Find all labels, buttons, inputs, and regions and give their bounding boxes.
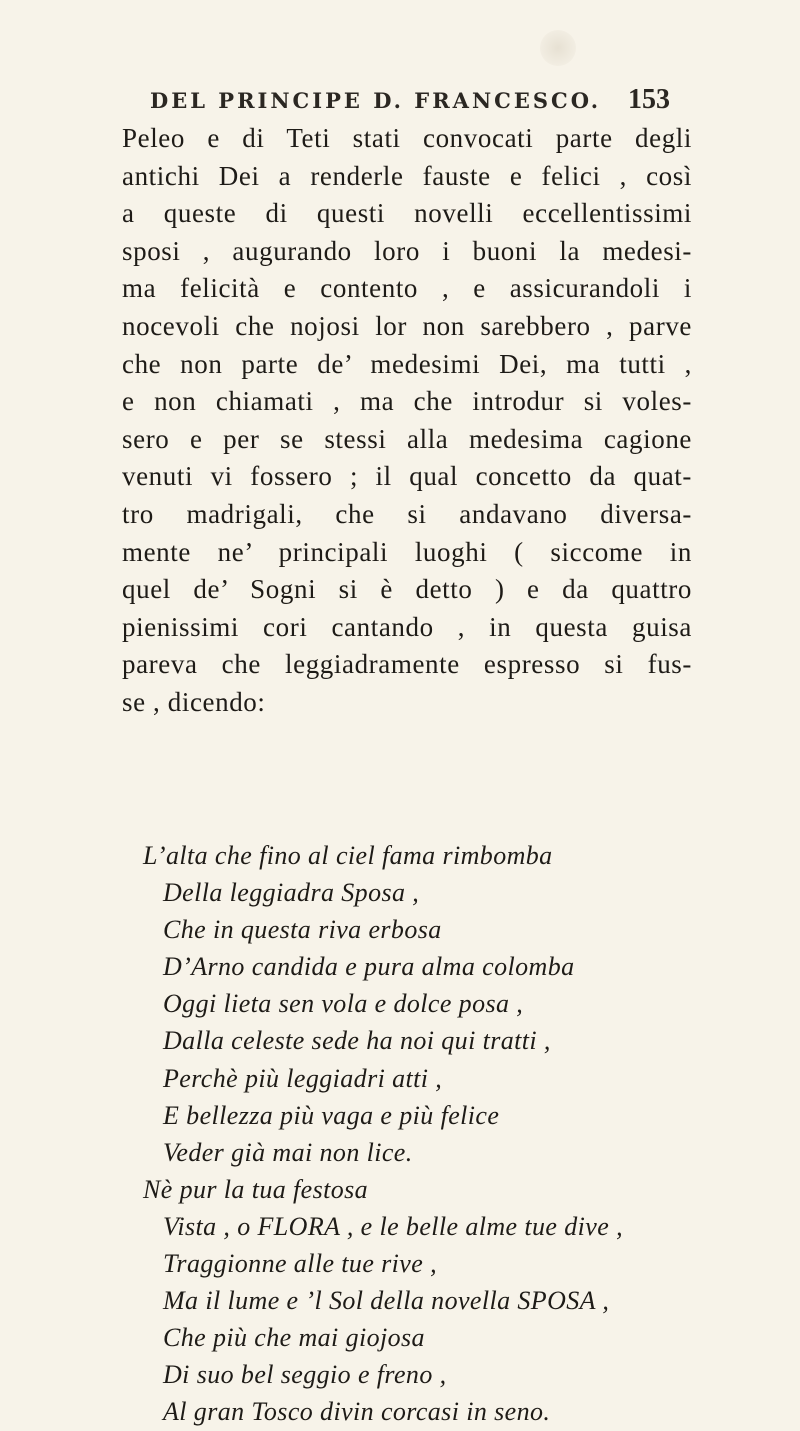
- prose-line: sposi , augurando loro i buoni la medesi-: [122, 235, 692, 266]
- verse-line: Vista , o FLORA , e le belle alme tue dive ,: [163, 1211, 623, 1241]
- verse-line: Che più che mai giojosa: [163, 1323, 425, 1353]
- verse-line: D’Arno candida e pura alma colomba: [163, 952, 575, 982]
- verse-line: L’alta che fino al ciel fama rimbomba: [143, 841, 553, 870]
- prose-line: venuti vi fossero ; il qual concetto da quat-: [122, 461, 692, 492]
- verse-line: Perchè più leggiadri atti ,: [163, 1063, 443, 1093]
- paper-stain: [540, 30, 576, 66]
- prose-line: Peleo e di Teti stati convocati parte degli: [122, 123, 692, 153]
- verse-line: Ma il lume e ’l Sol della novella SPOSA ,: [163, 1286, 610, 1316]
- prose-line: ma felicità e contento , e assicurandoli i: [122, 273, 692, 304]
- verse-line: Oggi lieta sen vola e dolce posa ,: [163, 989, 524, 1019]
- verse-line: E bellezza più vaga e più felice: [163, 1100, 500, 1130]
- verse-line: Nè pur la tua festosa: [143, 1174, 369, 1204]
- prose-line: se , dicendo:: [122, 686, 266, 717]
- prose-line: e non chiamati , ma che introdur si voles-: [122, 386, 692, 417]
- verse-line: Veder già mai non lice.: [163, 1137, 413, 1167]
- prose-line: nocevoli che nojosi lor non sarebbero , parve: [122, 310, 692, 341]
- prose-line: che non parte de’ medesimi Dei, ma tutti ,: [122, 348, 692, 379]
- running-title: DEL PRINCIPE D. FRANCESCO.: [150, 88, 602, 113]
- prose-line: antichi Dei a renderle fauste e felici , così: [122, 160, 692, 191]
- prose-line: quel de’ Sogni si è detto ) e da quattro: [122, 574, 692, 605]
- prose-line: sero e per se stessi alla medesima cagione: [122, 423, 692, 454]
- verse-line: Al gran Tosco divin corcasi in seno.: [163, 1397, 551, 1427]
- verse-line: Dalla celeste sede ha noi qui tratti ,: [163, 1026, 551, 1056]
- prose-line: tro madrigali, che si andavano diversa-: [122, 498, 692, 529]
- prose-line: a queste di questi novelli eccellentissimi: [122, 198, 692, 229]
- page-number: 153: [628, 84, 670, 115]
- verse-line: Della leggiadra Sposa ,: [163, 878, 420, 908]
- prose-line: mente ne’ principali luoghi ( siccome in: [122, 536, 692, 567]
- prose-paragraph: [122, 120, 692, 722]
- prose-line: pareva che leggiadramente espresso si fus-: [122, 649, 692, 680]
- verse-line: Che in questa riva erbosa: [163, 915, 442, 945]
- verse-line: Traggionne alle tue rive ,: [163, 1249, 437, 1279]
- madrigal-verse: [143, 837, 703, 1431]
- prose-line: pienissimi cori cantando , in questa guisa: [122, 611, 692, 642]
- verse-line: Di suo bel seggio e freno ,: [163, 1360, 447, 1390]
